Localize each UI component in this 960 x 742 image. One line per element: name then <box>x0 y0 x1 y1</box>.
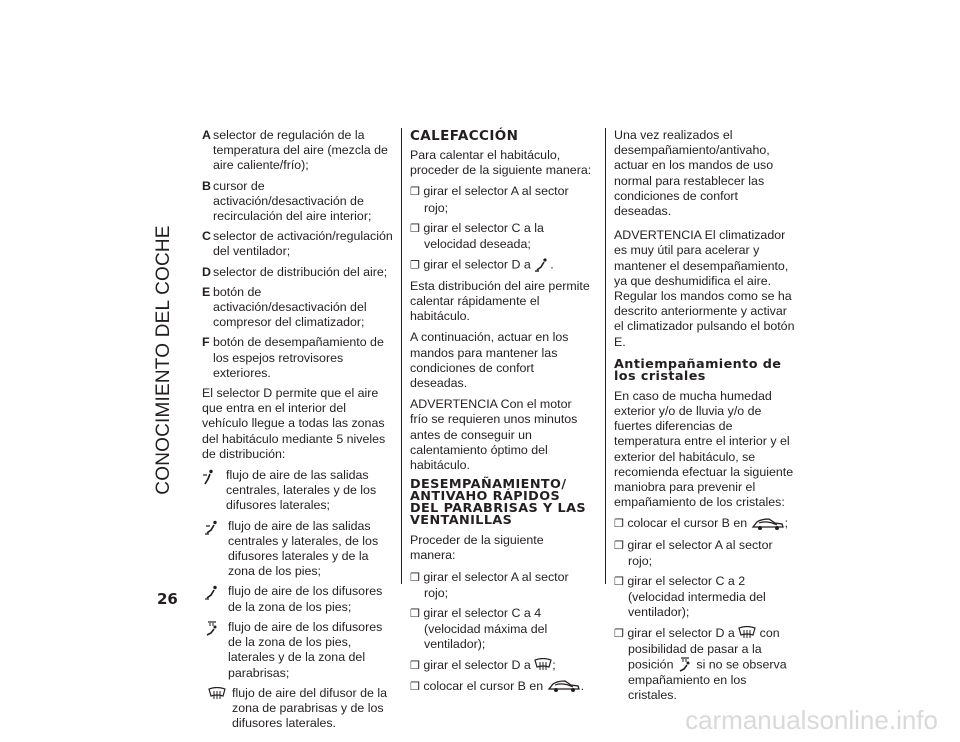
feet-windshield-vent-icon <box>677 657 693 673</box>
definition-letter: F <box>202 335 210 350</box>
bullet-item: ❒ girar el selector A al sector rojo; <box>410 569 569 600</box>
definition-item <box>202 179 394 225</box>
bullet-item: ❒ girar el selector D a ; <box>410 657 556 672</box>
air-flow-text: flujo de aire de las salidas centrales, laterales y de los difusores laterales; <box>226 468 377 513</box>
checkbox-bullet-icon: ❒ <box>410 607 420 620</box>
air-flow-item <box>202 584 394 614</box>
paragraph: Proceder de la siguiente manera: <box>410 533 544 563</box>
air-flow-item <box>202 620 394 681</box>
definition-item <box>202 335 394 381</box>
column-divider <box>605 128 606 584</box>
bullet-item: ❒ girar el selector C a 2 (velocidad intermedia del ventilador); <box>614 574 766 620</box>
definition-text: selector de activación/regulación del ventilador; <box>213 229 393 259</box>
paragraph: Una vez realizados el desempañamiento/antivaho, actuar en los mandos de uso normal para restablecer las condiciones de confort deseadas. <box>614 128 774 219</box>
windshield-defrost-icon <box>208 686 232 732</box>
definition-letter: D <box>202 264 211 279</box>
bullet-item: ❒ girar el selector D a . <box>410 257 554 272</box>
heading-antiempanamiento: Antiempañamiento de los cristales <box>614 356 782 384</box>
definition-letter: C <box>202 229 211 244</box>
page-number: 26 <box>157 590 178 608</box>
control-definitions <box>202 128 394 381</box>
column-divider <box>401 128 402 584</box>
feet-vent-icon <box>534 257 550 273</box>
definition-letter: B <box>202 178 211 193</box>
definition-item <box>202 229 394 259</box>
feet-vent-icon <box>204 584 228 614</box>
checkbox-bullet-icon: ❒ <box>410 186 420 199</box>
air-flow-text: flujo de aire del difusor de la zona de parabrisas y de los difusores laterales. <box>232 685 387 731</box>
bullet-item: ❒ girar el selector D a con posibilidad de pasar a la posición si no se observa empañamiento en los cristales. <box>614 625 787 703</box>
definition-item <box>202 265 394 280</box>
definition-text: botón de activación/desactivación del compresor del climatizador; <box>213 284 367 330</box>
warning-paragraph: ADVERTENCIA Con el motor frío se requieren unos minutos antes de conseguir un calentamiento óptimo del habitáculo. <box>410 397 578 472</box>
bullet-item: ❒ colocar el cursor B en . <box>410 678 585 693</box>
column-left <box>202 128 394 736</box>
checkbox-bullet-icon: ❒ <box>410 259 420 272</box>
definition-letter: E <box>202 284 211 299</box>
column-right <box>614 128 798 709</box>
heading-desempanamiento: DESEMPAÑAMIENTO/ ANTIVAHO RÁPIDOS DEL PARABRISAS Y LAS VENTANILLAS <box>410 477 586 529</box>
checkbox-bullet-icon: ❒ <box>410 680 420 693</box>
paragraph: Esta distribución del aire permite calentar rápidamente el habitáculo. <box>410 278 590 324</box>
air-flow-item <box>202 519 394 580</box>
column-middle <box>410 128 592 700</box>
checkbox-bullet-icon: ❒ <box>614 518 624 531</box>
definition-item <box>202 128 394 174</box>
air-flow-text: flujo de aire de las salidas centrales y laterales, de los difusores laterales y de la zona de los pies; <box>228 518 379 579</box>
definition-text: botón de desempañamiento de los espejos retrovisores exteriores. <box>213 335 384 380</box>
bullet-item: ❒ girar el selector C a la velocidad deseada; <box>410 220 544 252</box>
heading-calefaccion: CALEFACCIÓN <box>410 128 519 144</box>
checkbox-bullet-icon: ❒ <box>614 576 624 589</box>
windshield-defrost-icon <box>534 658 552 672</box>
bullet-item: ❒ colocar el cursor B en ; <box>614 516 789 531</box>
definition-text: selector de regulación de la temperatura del aire (mezcla de aire caliente/frío); <box>213 128 388 173</box>
checkbox-bullet-icon: ❒ <box>410 222 420 235</box>
distribution-intro: El selector D permite que el aire que entra en el interior del vehículo llegue a todas las zonas del habitáculo mediante 5 niveles de distribución: <box>202 386 386 461</box>
air-flow-item <box>202 468 394 514</box>
bullet-item: ❒ girar el selector A al sector rojo; <box>410 184 569 215</box>
face-vent-icon <box>202 468 226 514</box>
checkbox-bullet-icon: ❒ <box>614 627 624 640</box>
paragraph: En caso de mucha humedad exterior y/o de lluvia y/o de fuertes diferencias de temperatura entre el interior y el exterior del habitáculo, se recomienda efectuar la siguiente maniobra para prevenir el empañamiento de los cristales: <box>614 388 794 510</box>
checkbox-bullet-icon: ❒ <box>410 659 420 672</box>
air-flow-text: flujo de aire de los difusores de la zona de los pies; <box>228 584 383 614</box>
bullet-item: ❒ girar el selector A al sector rojo; <box>614 537 773 568</box>
air-flow-item <box>202 686 394 732</box>
face-feet-vent-icon <box>204 519 228 580</box>
paragraph: A continuación, actuar en los mandos para mantener las condiciones de confort deseadas. <box>410 330 569 390</box>
air-flow-text: flujo de aire de los difusores de la zona de los pies, laterales y de la zona del parabrisas; <box>228 619 383 680</box>
warning-paragraph: ADVERTENCIA El climatizador es muy útil para acelerar y mantener el desempañamiento, ya que deshumidifica el aire. Regular los mandos como se ha descrito anteriormente y activar el climatizador pulsando el botón E. <box>614 228 795 349</box>
definition-letter: A <box>202 128 211 142</box>
windshield-defrost-icon <box>738 626 756 640</box>
definition-text: selector de distribución del aire; <box>213 264 388 279</box>
definition-text: cursor de activación/desactivación de recirculación del aire interior; <box>213 178 372 224</box>
watermark: carmanualsonline.info <box>685 705 938 735</box>
bullet-item: ❒ girar el selector C a 4 (velocidad máxima del ventilador); <box>410 605 548 652</box>
outside-air-car-icon <box>751 517 785 531</box>
outside-air-car-icon <box>547 679 581 693</box>
feet-windshield-vent-icon <box>204 620 228 681</box>
paragraph: Para calentar el habitáculo, proceder de la siguiente manera: <box>410 148 592 178</box>
checkbox-bullet-icon: ❒ <box>614 539 624 552</box>
section-side-title: CONOCIMIENTO DEL COCHE <box>153 225 174 495</box>
checkbox-bullet-icon: ❒ <box>410 571 420 584</box>
definition-item <box>202 285 394 331</box>
air-flow-list <box>202 468 394 731</box>
